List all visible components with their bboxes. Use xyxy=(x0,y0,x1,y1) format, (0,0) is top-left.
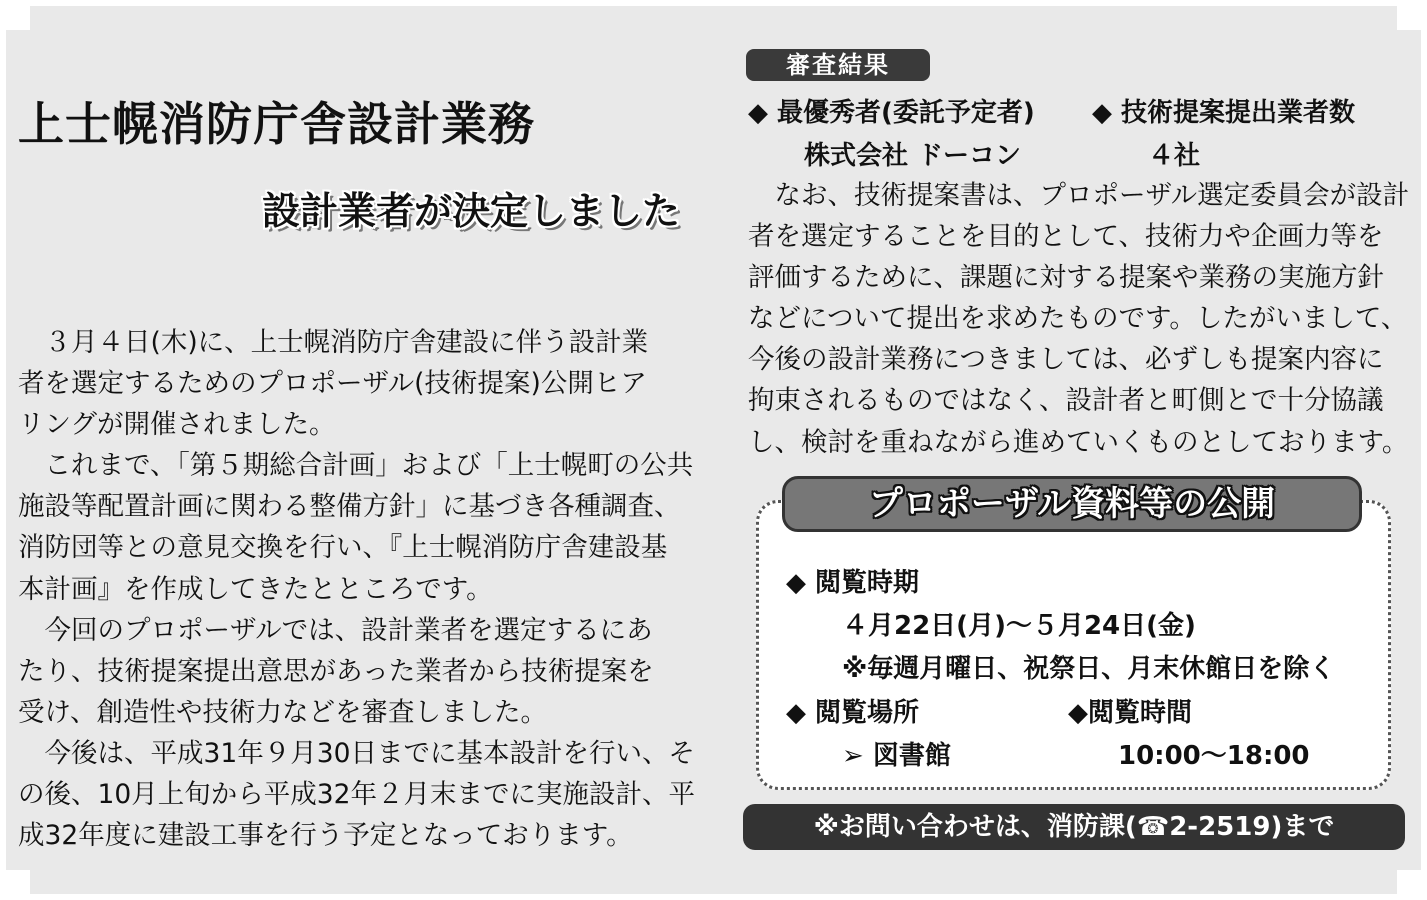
body-line: たり、技術提案提出意思があった業者から技術提案を xyxy=(18,655,654,687)
proposal-count-value: ４社 xyxy=(1148,141,1201,171)
corner-notch xyxy=(6,870,30,894)
contact-footer: ※お問い合わせは、消防課(☎2-2519)まで xyxy=(743,804,1405,850)
body-line: 者を選定するためのプロポーザル(技術提案)公開ヒア xyxy=(18,368,647,400)
body-line: 成32年度に建設工事を行う予定となっております。 xyxy=(18,820,633,852)
proposal-count-heading: ◆ 技術提案提出業者数 xyxy=(1092,98,1356,128)
corner-notch xyxy=(1397,6,1421,30)
place-value: ➢ 図書館 xyxy=(842,741,951,771)
page-title: 上士幌消防庁舎設計業務 xyxy=(18,97,535,151)
body-line: 受け、創造性や技術力などを審査しました。 xyxy=(18,696,547,728)
hours-heading: ◆閲覧時間 xyxy=(1068,698,1192,728)
body-line: 消防団等との意見交換を行い、『上士幌消防庁舎建設基 xyxy=(18,532,668,564)
note-line: 評価するために、課題に対する提案や業務の実施方針 xyxy=(748,262,1384,294)
body-line: ３月４日(木)に、上士幌消防庁舎建設に伴う設計業 xyxy=(18,327,649,358)
best-candidate-heading: ◆ 最優秀者(委託予定者) xyxy=(748,98,1035,128)
body-line: これまで、「第５期総合計画」および「上士幌町の公共 xyxy=(18,450,694,482)
body-text xyxy=(18,322,695,856)
period-value: ４月22日(月)～５月24日(金) xyxy=(842,611,1196,641)
page-subtitle: 設計業者が決定しました xyxy=(261,189,680,233)
body-line: 今回のプロポーザルでは、設計業者を選定するにあ xyxy=(18,614,653,646)
note-line: 者を選定することを目的として、技術力や企画力等を xyxy=(748,221,1384,253)
corner-notch xyxy=(1397,870,1421,894)
corner-notch xyxy=(6,6,30,30)
hours-value: 10:00～18:00 xyxy=(1118,741,1310,771)
body-line: 本計画』を作成してきたとところです。 xyxy=(18,573,493,605)
body-line: 施設等配置計画に関わる整備方針」に基づき各種調査、 xyxy=(18,491,681,523)
body-line: リングが開催されました。 xyxy=(18,409,336,441)
note-text xyxy=(748,175,1413,463)
disclosure-header: プロポーザル資料等の公開 xyxy=(782,476,1362,532)
note-line: などについて提出を求めたものです。したがいまして、 xyxy=(748,303,1408,335)
body-line: の後、10月上旬から平成32年２月末までに実施設計、平 xyxy=(18,779,695,811)
place-heading: ◆ 閲覧場所 xyxy=(786,698,920,728)
body-line: 今後は、平成31年９月30日までに基本設計を行い、そ xyxy=(18,737,695,769)
period-note: ※毎週月曜日、祝祭日、月末休館日を除く xyxy=(842,654,1336,684)
note-line: なお、技術提案書は、プロポーザル選定委員会が設計 xyxy=(748,180,1410,211)
best-candidate-value: 株式会社 ドーコン xyxy=(804,141,1022,171)
review-result-label: 審査結果 xyxy=(746,49,930,81)
note-line: 拘束されるものではなく、設計者と町側とで十分協議 xyxy=(748,385,1384,417)
period-heading: ◆ 閲覧時期 xyxy=(786,568,920,598)
note-line: 今後の設計業務につきましては、必ずしも提案内容に xyxy=(748,344,1384,376)
note-line: し、検討を重ねながら進めていくものとしております。 xyxy=(748,426,1409,458)
